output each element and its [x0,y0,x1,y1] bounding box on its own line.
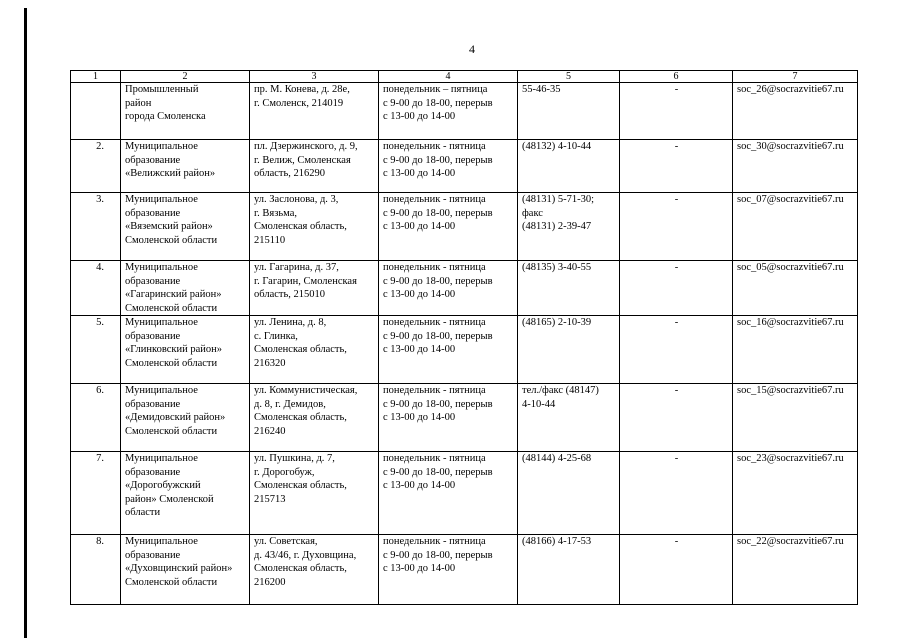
cell-line: (48131) 2-39-47 [522,221,592,232]
working-hours [379,316,518,384]
cell-line: д. 8, г. Демидов, [254,398,326,410]
phone [518,83,620,140]
cell-line: Муниципальное [125,453,198,464]
organization-name [121,140,250,193]
cell-line: пл. Дзержинского, д. 9, [254,141,358,152]
cell-line: образование [125,154,181,166]
column-6-value: - [620,83,733,140]
cell-line: Муниципальное [125,262,198,273]
address [250,261,379,316]
header-cell: 5 [518,71,620,83]
cell-line: Промышленный [125,84,199,95]
row-number [71,83,121,140]
phone [518,384,620,452]
cell-line: Смоленская область, [254,412,347,423]
cell-line: район» Смоленской [125,493,214,505]
email: soc_16@socrazvitie67.ru [733,316,858,384]
cell-line: города Смоленска [125,111,206,122]
cell-line: 215713 [254,493,286,505]
column-6-value: - [620,535,733,605]
cell-line: с 9-00 до 18-00, перерыв [383,154,493,166]
working-hours [379,452,518,535]
header-cell: 2 [121,71,250,83]
cell-line: (48131) 5-71-30; [522,194,595,205]
cell-line: (48144) 4-25-68 [522,453,592,464]
cell-line: с 9-00 до 18-00, перерыв [383,207,493,219]
organization-name [121,535,250,605]
table-row [71,535,858,605]
cell-line: с 13-00 до 14-00 [383,480,456,491]
cell-line: с 13-00 до 14-00 [383,344,456,355]
phone [518,261,620,316]
cell-line: Смоленской области [125,302,218,314]
cell-line: район [125,97,152,109]
header-cell: 4 [379,71,518,83]
cell-line: 216320 [254,357,286,369]
table-row [71,261,858,316]
working-hours [379,261,518,316]
table-row [71,316,858,384]
header-cell: 3 [250,71,379,83]
address [250,193,379,261]
cell-line: понедельник - пятница [383,385,486,396]
cell-line: с 9-00 до 18-00, перерыв [383,275,493,287]
table-row [71,193,858,261]
cell-line: «Велижский район» [125,168,216,179]
cell-line: с 13-00 до 14-00 [383,289,456,300]
cell-line: Смоленская область, [254,221,347,232]
phone [518,316,620,384]
row-number: 5. [71,316,121,384]
cell-line: Муниципальное [125,194,198,205]
header-cell: 1 [71,71,121,83]
column-6-value: - [620,193,733,261]
cell-line: 55-46-35 [522,84,561,95]
table-row [71,140,858,193]
row-number: 4. [71,261,121,316]
column-6-value: - [620,261,733,316]
address [250,384,379,452]
working-hours [379,535,518,605]
address [250,452,379,535]
cell-line: с 9-00 до 18-00, перерыв [383,466,493,478]
cell-line: г. Смоленск, 214019 [254,97,344,109]
header-row [71,71,858,83]
cell-line: ул. Ленина, д. 8, [254,317,327,328]
scan-margin-line [24,8,27,638]
cell-line: 216200 [254,576,286,588]
cell-line: Муниципальное [125,385,198,396]
cell-line: ул. Советская, [254,536,318,547]
cell-line: понедельник - пятница [383,453,486,464]
address [250,140,379,193]
cell-line: д. 43/46, г. Духовщина, [254,549,357,561]
cell-line: г. Дорогобуж, [254,466,315,478]
cell-line: области [125,507,161,518]
cell-line: «Вяземский район» [125,221,213,232]
column-6-value: - [620,316,733,384]
cell-line: образование [125,549,181,561]
cell-line: 4-10-44 [522,398,556,410]
cell-line: Смоленская область, [254,344,347,355]
organization-name [121,384,250,452]
cell-line: ул. Заслонова, д. 3, [254,194,339,205]
cell-line: «Духовщинский район» [125,563,233,574]
cell-line: Смоленской области [125,576,218,588]
column-6-value: - [620,140,733,193]
working-hours [379,384,518,452]
row-number: 7. [71,452,121,535]
working-hours [379,83,518,140]
phone [518,193,620,261]
cell-line: с 13-00 до 14-00 [383,563,456,574]
cell-line: понедельник - пятница [383,262,486,273]
working-hours [379,193,518,261]
cell-line: образование [125,275,181,287]
email: soc_15@socrazvitie67.ru [733,384,858,452]
email: soc_30@socrazvitie67.ru [733,140,858,193]
cell-line: ул. Коммунистическая, [254,385,358,396]
cell-line: область, 215010 [254,289,326,300]
cell-line: ул. Гагарина, д. 37, [254,262,339,273]
cell-line: (48165) 2-10-39 [522,317,592,328]
column-6-value: - [620,384,733,452]
cell-line: Смоленской области [125,234,218,246]
address [250,535,379,605]
cell-line: с 13-00 до 14-00 [383,412,456,423]
row-number: 6. [71,384,121,452]
organization-name [121,261,250,316]
cell-line: с. Глинка, [254,330,298,342]
email: soc_26@socrazvitie67.ru [733,83,858,140]
organization-name [121,316,250,384]
cell-line: понедельник - пятница [383,141,486,152]
cell-line: понедельник – пятница [383,84,488,95]
cell-line: область, 216290 [254,168,326,179]
cell-line: с 13-00 до 14-00 [383,168,456,179]
row-number: 8. [71,535,121,605]
cell-line: «Гагаринский район» [125,289,222,300]
cell-line: Смоленская область, [254,563,347,574]
cell-line: Муниципальное [125,536,198,547]
cell-line: 215110 [254,234,286,246]
cell-line: понедельник - пятница [383,317,486,328]
cell-line: Смоленской области [125,357,218,369]
cell-line: Муниципальное [125,317,198,328]
cell-line: с 13-00 до 14-00 [383,111,456,122]
cell-line: Смоленской области [125,425,218,437]
cell-line: «Глинковский район» [125,344,222,355]
cell-line: образование [125,398,181,410]
header-cell: 7 [733,71,858,83]
address [250,83,379,140]
cell-line: понедельник - пятница [383,194,486,205]
organization-name [121,452,250,535]
header-cell: 6 [620,71,733,83]
cell-line: понедельник - пятница [383,536,486,547]
address [250,316,379,384]
cell-line: г. Велиж, Смоленская [254,154,351,166]
cell-line: факс [522,207,543,219]
cell-line: Смоленская область, [254,480,347,491]
cell-line: с 9-00 до 18-00, перерыв [383,97,493,109]
email: soc_07@socrazvitie67.ru [733,193,858,261]
organization-name [121,193,250,261]
phone [518,452,620,535]
cell-line: «Дорогобужский [125,480,201,491]
cell-line: с 9-00 до 18-00, перерыв [383,330,493,342]
organization-name [121,83,250,140]
cell-line: ул. Пушкина, д. 7, [254,453,335,464]
cell-line: образование [125,466,181,478]
table-row [71,452,858,535]
table-row [71,384,858,452]
cell-line: Муниципальное [125,141,198,152]
cell-line: тел./факс (48147) [522,385,599,396]
cell-line: с 9-00 до 18-00, перерыв [383,398,493,410]
email: soc_05@socrazvitie67.ru [733,261,858,316]
row-number: 2. [71,140,121,193]
cell-line: «Демидовский район» [125,412,226,423]
cell-line: с 9-00 до 18-00, перерыв [383,549,493,561]
cell-line: с 13-00 до 14-00 [383,221,456,232]
cell-line: образование [125,330,181,342]
page-number: 4 [469,42,475,56]
cell-line: (48132) 4-10-44 [522,141,592,152]
working-hours [379,140,518,193]
phone [518,140,620,193]
cell-line: г. Гагарин, Смоленская [254,275,357,287]
cell-line: г. Вязьма, [254,207,297,219]
cell-line: пр. М. Конева, д. 28е, [254,84,350,95]
table-row [71,83,858,140]
row-number: 3. [71,193,121,261]
cell-line: (48135) 3-40-55 [522,262,592,273]
email: soc_22@socrazvitie67.ru [733,535,858,605]
phone [518,535,620,605]
column-6-value: - [620,452,733,535]
cell-line: образование [125,207,181,219]
offices-table [70,70,858,605]
cell-line: 216240 [254,425,286,437]
email: soc_23@socrazvitie67.ru [733,452,858,535]
cell-line: (48166) 4-17-53 [522,536,592,547]
